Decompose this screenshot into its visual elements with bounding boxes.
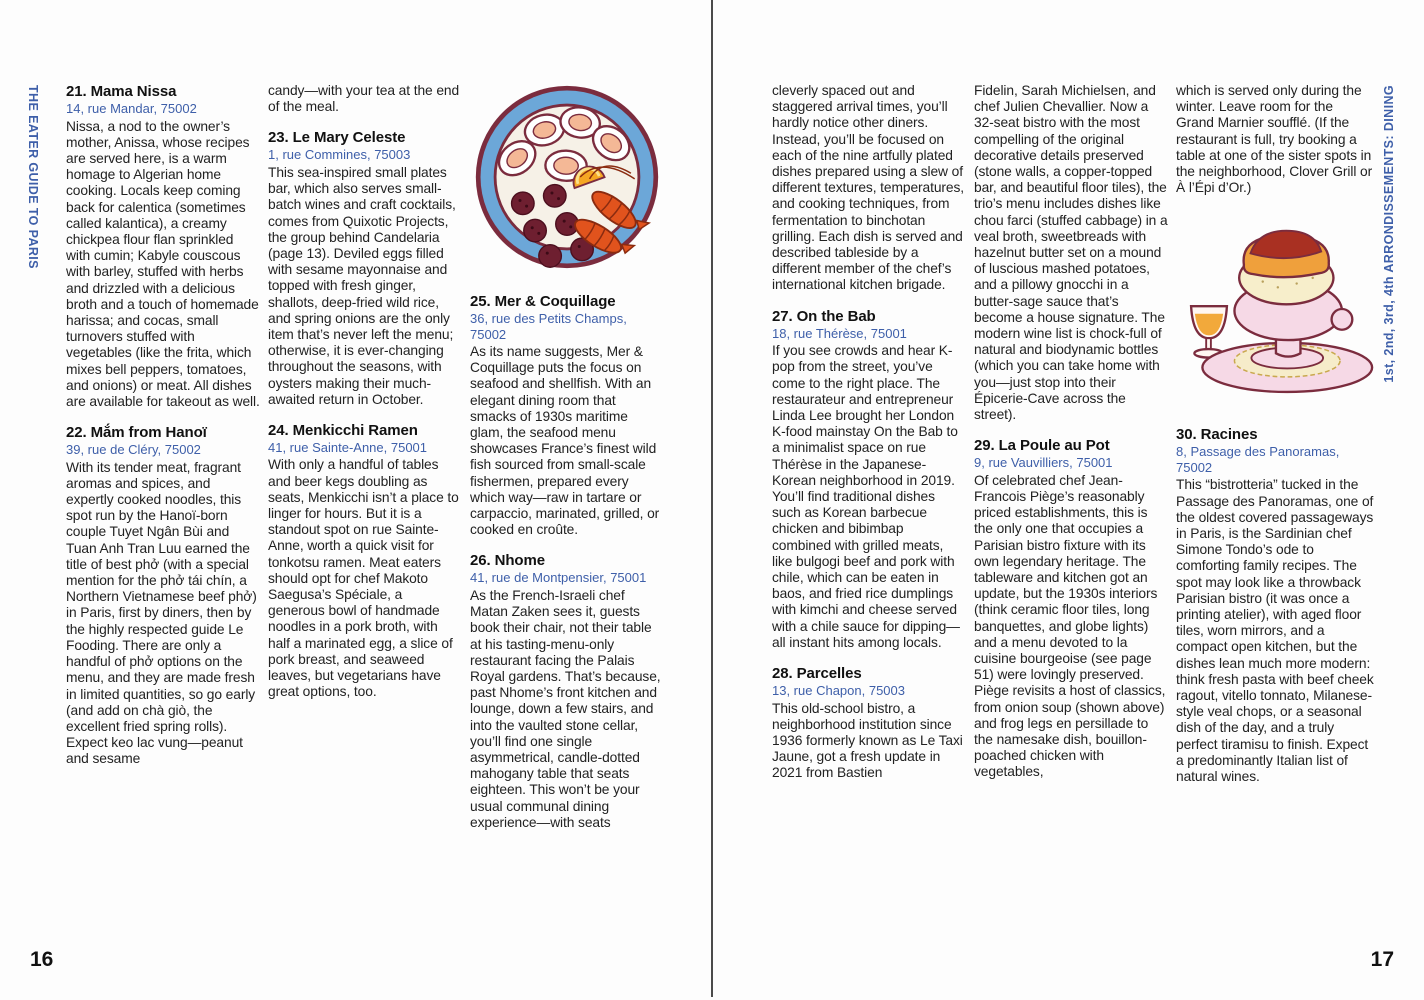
entry-28 <box>772 665 966 782</box>
entry-30-address: 8, Passage des Panoramas, 75002 <box>1176 444 1340 475</box>
entry-27-body: If you see crowds and hear K-pop from the street, you’ve come to the right place. The restaurateur and entrepreneur Linda Lee brought her London K-food mainstay On the Bab to a minimalist space on rue Thérèse in the Japanese-Korean neighborhood in 2019. You’ll find traditional dishes such as Korean barbecue chicken and bibimbap combined with grilled meats, like bulgogi beef and pork with chile, which can be eaten in baos, and fried rice dumplings with kimchi and cheese served with a chile sauce for dipping—all instant hits among locals. <box>772 343 960 650</box>
entry-22-address: 39, rue de Cléry, 75002 <box>66 442 201 458</box>
seafood-platter-illustration <box>470 83 664 271</box>
entry-25-body: As its name suggests, Mer & Coquillage puts the focus on seafood and shellfish. With an elegant dining room that smacks of 1930s maritime glam, the seafood menu showcases France’s finest wild fish sourced from small-scale fishermen, prepared every which way—raw in tartare or carpaccio, marinated, grilled, or cooked en croûte. <box>470 344 660 538</box>
entry-25 <box>470 293 664 538</box>
entry-23-address: 1, rue Commines, 75003 <box>268 147 411 163</box>
entry-22 <box>66 424 260 767</box>
entry-29 <box>974 437 1168 780</box>
entry-29-continuation: which is served only during the winter. Leave room for the Grand Marnier soufflé. (If the restaurant is full, try booking a table at one of the sister spots in the neighborhood, Clover Grill or À l’Épi d’Or.) <box>1176 83 1373 196</box>
right-page-column-3 <box>1176 83 1374 785</box>
right-page-column-2 <box>974 83 1168 781</box>
entry-23 <box>268 129 462 408</box>
entry-26-continuation: cleverly spaced out and staggered arrival times, you’ll hardly notice other diners. Instead, you’ll be focused on each of the nine artfully plated dishes prepared using a slew of different textures, temperatures, and cooking techniques, from fermentation to binchotan grilling. Each dish is served and described tableside by a different member of the chef’s international kitchen brigade. <box>772 83 964 293</box>
entry-23-title: 23. Le Mary Celeste <box>268 129 406 147</box>
entry-28-title: 28. Parcelles <box>772 665 862 682</box>
entry-29-address: 9, rue Vauvilliers, 75001 <box>974 455 1113 471</box>
entry-26-title: 26. Nhome <box>470 552 545 570</box>
page-number-right: 17 <box>1370 948 1394 971</box>
entry-27 <box>772 308 966 651</box>
entry-24-body: With only a handful of tables and beer kegs doubling as seats, Menkicchi isn’t a place to linger for hours. But it is a standout spot on rue Sainte-Anne, worth a quick visit for tonkotsu ramen. Meat eaters should opt for chef Makoto Saegusa’s Spéciale, a generous bowl of handmade noodles in a pork broth, with half a marinated egg, a slice of pork breast, and seaweed leaves, but vegetarians have great options, too. <box>268 457 459 700</box>
entry-24 <box>268 422 462 701</box>
entry-23-body: This sea-inspired small plates bar, which also serves small-batch wines and craft cocktails, comes from Quixotic Projects, the group behind Candelaria (page 13). Deviled eggs filled with sesame mayonnaise and topped with fresh ginger, shallots, deep-fried wild rice, and spring onions are the only item that’s never left the menu; otherwise, it is ever-changing throughout the seasons, with oysters making their much-awaited return in October. <box>268 164 456 407</box>
entry-22-continuation: candy—with your tea at the end of the meal. <box>268 83 460 115</box>
page-number-left: 16 <box>30 948 54 971</box>
entry-21-address: 14, rue Mandar, 75002 <box>66 101 197 116</box>
entry-28-address: 13, rue Chapon, 75003 <box>772 683 905 698</box>
entry-28-body: This old-school bistro, a neighborhood institution since 1936 formerly known as Le Taxi Jaune, got a fresh update in 2021 from Bastien <box>772 700 963 781</box>
edge-label-right: 1st, 2nd, 3rd, 4th ARRONDISSEMENTS: DINING <box>1382 85 1396 383</box>
entry-29-body: Of celebrated chef Jean-Francois Piège’s reasonably priced establishments, this is the only one that occupies a Parisian bistro fixture with its own legendary heritage. The tableware and kitchen got an update, but the 1930s interiors (think ceramic floor tiles, long banquettes, and globe lights) and a menu devoted to la cuisine bourgeoise (see page 51) were lovingly preserved. Piège revisits a host of classics, from onion soup (shown above) and frog legs en persillade to the namesake dish, bouillon-poached chicken with vegetables, <box>974 472 1166 780</box>
entry-27-address: 18, rue Thérèse, 75001 <box>772 325 907 341</box>
entry-26-address: 41, rue de Montpensier, 75001 <box>470 570 647 586</box>
entry-25-address: 36, rue des Petits Champs, 75002 <box>470 311 627 342</box>
entry-27-title: 27. On the Bab <box>772 307 876 325</box>
entry-26-body: As the French-Israeli chef Matan Zaken sees it, guests book their chair, not their table at his tasting-menu-only restaurant facing the Palais Royal gardens. That’s because, past Nhome’s front kitchen and lounge, down a few stairs, and into the vaulted stone cellar, you’ll find one single asymmetrical, candle-dotted mahogany table that seats eighteen. This won’t be your usual communal dining experience—with seats <box>470 587 661 830</box>
entry-22-body: With its tender meat, fragrant aromas and spices, and expertly cooked noodles, this spot run by the Hanoï-born couple Tuyet Ngân Bùi and Tuan Anh Tran Luu earned the title of best phở (with a special mention for the phở tái chín, a Northern Vietnamese beef phở) in Paris, first by diners, then by the highly respected guide Le Fooding. There are only a handful of phở options on the menu, and they are made fresh in limited quantities, so go early (and add on chà giò, the excellent fried spring rolls). Expect keo lac vung—peanut and sesame <box>66 459 257 767</box>
entry-24-title: 24. Menkicchi Ramen <box>268 421 418 439</box>
entry-25-title: 25. Mer & Coquillage <box>470 293 616 310</box>
left-page-column-2 <box>268 83 462 701</box>
entry-30 <box>1176 426 1374 785</box>
entry-21-title: 21. Mama Nissa <box>66 83 177 100</box>
entry-24-address: 41, rue Sainte-Anne, 75001 <box>268 439 428 455</box>
spine-label-left: THE EATER GUIDE TO PARIS <box>26 85 40 269</box>
entry-29-title: 29. La Poule au Pot <box>974 437 1110 455</box>
entry-30-body: This “bistrotteria” tucked in the Passage des Panoramas, one of the oldest covered passageways in Paris, is the Sardinian chef Simone Tondo’s ode to comforting family recipes. The spot may look like a throwback Parisian bistro (it was once a printing atelier), with aged floor tiles, worn mirrors, and a compact open kitchen, but the dishes lean much more modern: think fresh pasta with beef cheek ragout, vitello tonnato, Milanese-style veal chops, or a seasonal dish of the day, and a truly perfect tiramisu to finish. Expect a predominantly Italian list of natural wines. <box>1176 477 1374 785</box>
entry-28-continuation: Fidelin, Sarah Michielsen, and chef Julien Chevallier. Now a 32-seat bistro with the most compelling of the original decorative details preserved (stone walls, a copper-topped bar, and beautiful floor tiles), the trio’s menu includes dishes like chou farci (stuffed cabbage) in a veal broth, sweetbreads with hazelnut butter set on a mound of luscious mashed potatoes, and a pillowy gnocchi in a butter-sage sauce that’s become a house signature. The modern wine list is chock-full of natural and biodynamic bottles (which you can take home with you—just stop into their Épicerie-Cave across the street). <box>974 83 1168 423</box>
entry-21 <box>66 83 260 410</box>
entry-26 <box>470 552 664 831</box>
entry-21-body: Nissa, a nod to the owner’s mother, Anissa, whose recipes are served here, is a warm homage to Algerian home cooking. Locals keep coming back for calentica (sometimes called kalantica), a creamy chickpea flour flan sprinkled with cumin; Kabyle couscous with barley, stuffed with herbs and drizzled with a delicious broth and a touch of homemade harissa; and cocas, small turnovers stuffed with vegetables (like the frita, which mixes bell peppers, tomatoes, and onions) or meat. All dishes are available for takeout as well. <box>66 118 260 409</box>
entry-30-title: 30. Racines <box>1176 426 1258 444</box>
right-page-column-1 <box>772 83 966 782</box>
left-page-column-3 <box>470 83 664 831</box>
center-divider <box>711 0 713 997</box>
souffle-illustration <box>1176 218 1374 400</box>
left-page-column-1 <box>66 83 260 768</box>
entry-22-title: 22. Mắm from Hanoï <box>66 424 207 442</box>
